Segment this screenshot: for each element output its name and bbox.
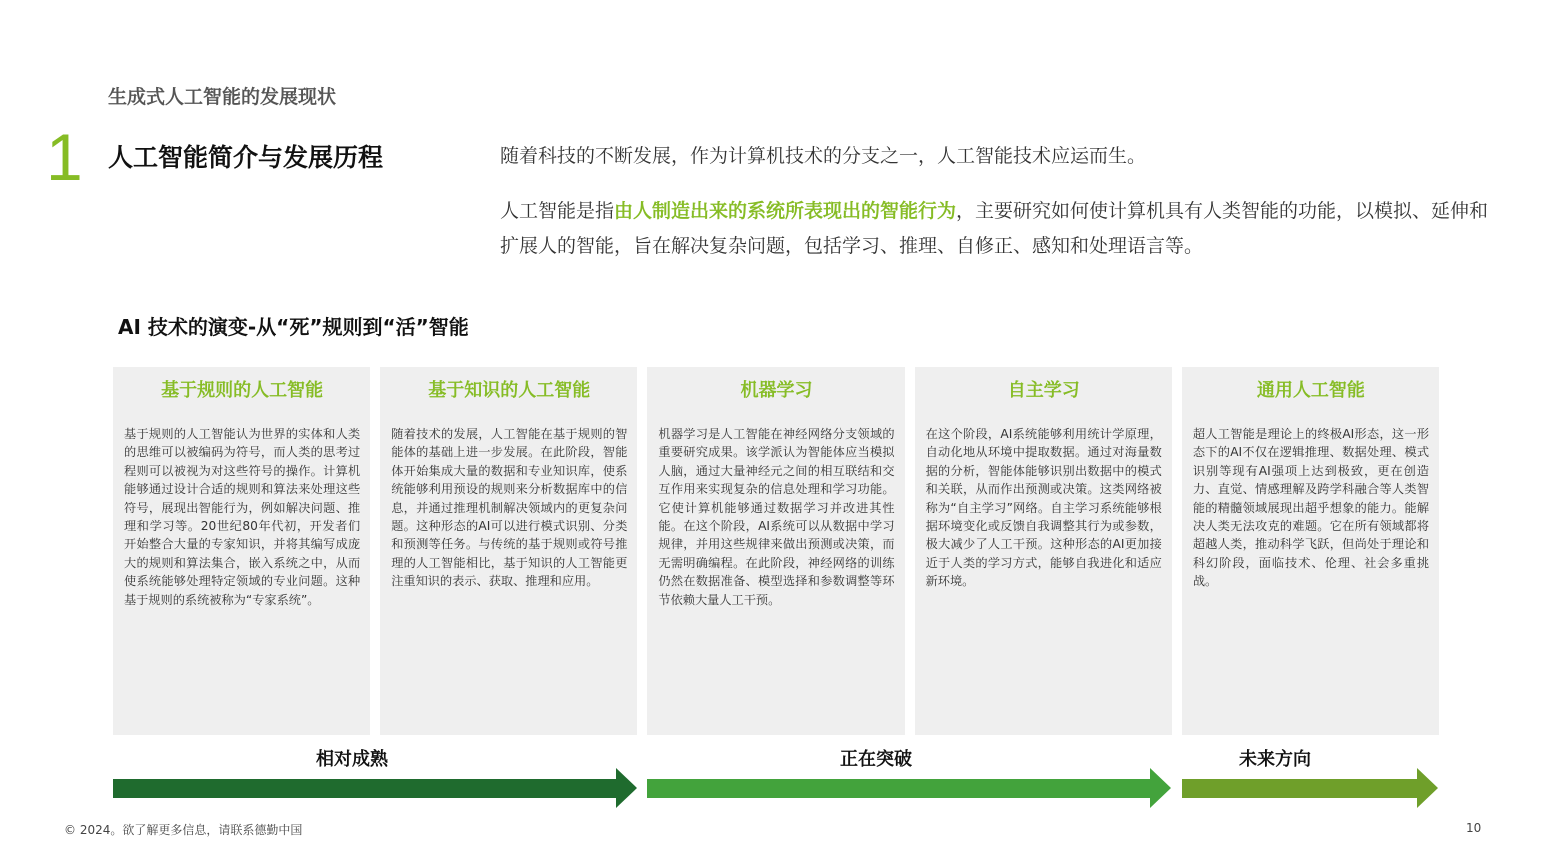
footer-copyright: © 2024。欲了解更多信息，请联系德勤中国 [64,823,303,837]
evolution-title: AI 技术的演变-从“死”规则到“活”智能 [118,315,469,339]
definition-highlight: 由人制造出来的系统所表现出的智能行为 [614,200,957,222]
page-number: 10 [1466,821,1482,835]
card-text: 随着技术的发展，人工智能在基于规则的智能体的基础上进一步发展。在此阶段，智能体开始集成大量的数据和专业知识库，使系统能够利用预设的规则来分析数据库中的信息，并通过推理机制解决领域内的更复杂问题。这种形态的AI可以进行模式识别、分类和预测等任务。与传统的基于规则或符号推理的人工智能相比，基于知识的人工智能更注重知识的表示、获取、推理和应用。 [391,427,628,589]
card-title: 基于规则的人工智能 [161,380,324,401]
chapter-title: 人工智能简介与发展历程 [108,143,384,172]
section-label: 生成式人工智能的发展现状 [108,86,337,108]
stage-label-future: 未来方向 [1239,749,1311,770]
card-text: 超人工智能是理论上的终极AI形态，这一形态下的AI不仅在逻辑推理、数据处理、模式识别等现有AI强项上达到极致，更在创造力、直觉、情感理解及跨学科融合等人类智能的精髓领域展现出超乎想象的能力。能解决人类无法攻克的难题。它在所有领域都将超越人类，推动科学飞跃，但尚处于理论和科幻阶段，面临技术、伦理、社会多重挑战。 [1192,427,1430,589]
intro-text: 随着科技的不断发展，作为计算机技术的分支之一，人工智能技术应运而生。 [500,145,1147,167]
card-text: 机器学习是人工智能在神经网络分支领域的重要研究成果。该学派认为智能体应当模拟人脑，通过大量神经元之间的相互联结和交互作用来实现复杂的信息处理和学习功能。它使计算机能够通过数据学习并改进其性能。在这个阶段，AI系统可以从数据中学习规律，并用这些规律来做出预测或决策，而无需明确编程。在此阶段，神经网络的训练仍然在数据准备、模型选择和参数调整等环节依赖大量人工干预。 [658,427,895,607]
card-title: 基于知识的人工智能 [428,380,591,401]
card-title: 机器学习 [740,380,813,401]
arrow-mature [113,768,637,808]
card-text: 基于规则的人工智能认为世界的实体和人类的思维可以被编码为符号，而人类的思考过程则可以被视为对这些符号的操作。计算机能够通过设计合适的规则和算法来处理这些符号，展现出智能行为，例如解决问题、推理和学习等。20世纪80年代初，开发者们开始整合大量的专家知识，并将其编写成庞大的规则和算法集合，嵌入系统之中，从而使系统能够处理特定领域的专业问题。这种基于规则的系统被称为“专家系统”。 [124,427,361,607]
arrow-breakthrough [647,768,1171,808]
definition-prefix: 人工智能是指 [500,200,615,222]
stage-label-breakthrough: 正在突破 [840,749,912,770]
card-text: 在这个阶段，AI系统能够利用统计学原理，自动化地从环境中提取数据。通过对海量数据的分析，智能体能够识别出数据中的模式和关联，从而作出预测或决策。这类网络被称为“自主学习”网络。自主学习系统能够根据环境变化或反馈自我调整其行为或参数，极大减少了人工干预。这种形态的AI更加接近于人类的学习方式，能够自我进化和适应新环境。 [925,427,1162,589]
card-title: 自主学习 [1007,380,1080,401]
card-title: 通用人工智能 [1256,380,1365,401]
stage-label-mature: 相对成熟 [316,749,388,770]
chapter-number: 1 [46,120,83,194]
definition-suffix: ，主要研究如何使计算机具有人类智能的功能，以模拟、延伸和扩展人的智能，旨在解决复杂问题，包括学习、推理、自修正、感知和处理语言等。 [500,200,1489,257]
arrow-future [1182,768,1438,808]
